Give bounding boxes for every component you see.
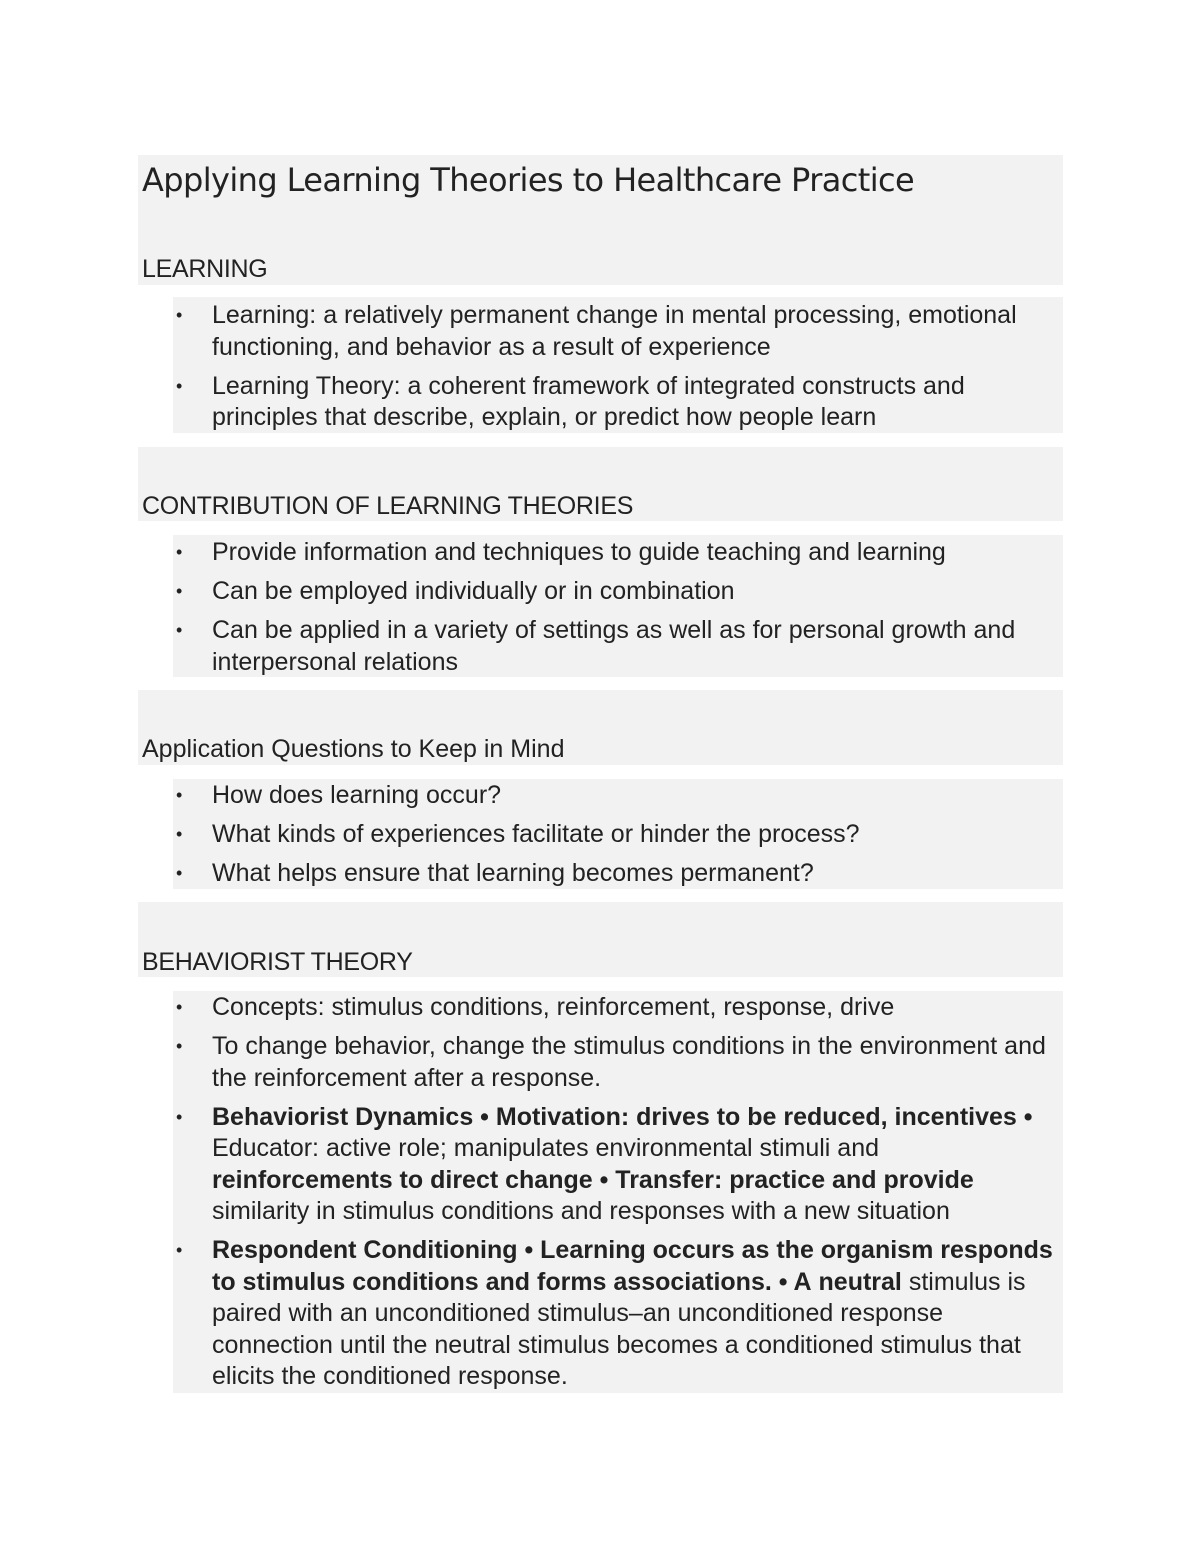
dynamics-text-bold-3: reinforcements to direct change • Transfer: practice and provide (212, 1165, 974, 1194)
list-item (0, 1031, 1200, 1094)
list-item (0, 537, 1200, 569)
list-item (0, 300, 1200, 363)
list-item (0, 780, 1200, 812)
list-item-text: Can be employed individually or in combination (212, 577, 735, 605)
respondent-text-3: stimulus is paired with an unconditioned stimulus–an unconditioned response connection until the neutral stimulus becomes a conditioned stimulus that elicits the conditioned response. (212, 1267, 1026, 1390)
behaviorist-list (0, 992, 1200, 1400)
bullet-icon: • (176, 620, 183, 640)
respondent-text-bold-2: neutral (818, 1267, 902, 1296)
section-heading-contribution: CONTRIBUTION OF LEARNING THEORIES (142, 492, 634, 520)
list-item-text: What kinds of experiences facilitate or hinder the process? (212, 820, 860, 848)
document-title: Applying Learning Theories to Healthcare Practice (142, 161, 915, 199)
contribution-list (0, 537, 1200, 686)
bullet-icon: • (176, 863, 183, 883)
section-heading-learning: LEARNING (142, 255, 268, 283)
bullet-icon: • (176, 305, 183, 325)
list-item-text: Learning Theory: a coherent framework of integrated constructs and principles that describe, explain, or predict how people learn (212, 371, 965, 431)
list-item (0, 858, 1200, 890)
bullet-icon: • (176, 542, 183, 562)
bullet-icon: • (176, 581, 183, 601)
section-heading-behaviorist: BEHAVIORIST THEORY (142, 948, 413, 976)
bullet-icon: • (176, 1240, 183, 1260)
section-heading-application: Application Questions to Keep in Mind (142, 735, 565, 763)
list-item-text: How does learning occur? (212, 781, 502, 809)
bullet-icon: • (176, 997, 183, 1017)
list-item-text: Learning: a relatively permanent change in mental processing, emotional functioning, and behavior as a result of experience (212, 301, 1017, 361)
bullet-icon: • (176, 1106, 183, 1127)
application-list (0, 780, 1200, 897)
bullet-icon: • (176, 785, 183, 805)
learning-list (0, 300, 1200, 441)
list-item-text: To change behavior, change the stimulus conditions in the environment and the reinforcement after a response. (212, 1032, 1046, 1092)
list-item-text: What helps ensure that learning becomes permanent? (212, 859, 814, 887)
list-item-text: Concepts: stimulus conditions, reinforcement, response, drive (212, 993, 895, 1021)
dynamics-text-bold-1: Behaviorist Dynamics • Motivation: drives to be reduced, incentives • (212, 1102, 1033, 1131)
list-item (0, 992, 1200, 1024)
list-item (0, 819, 1200, 851)
bullet-icon: • (176, 375, 183, 396)
list-item (0, 615, 1200, 678)
list-item-respondent (0, 1235, 1200, 1393)
list-item (0, 371, 1200, 434)
list-item-text: Can be applied in a variety of settings as well as for personal growth and interpersonal relations (212, 616, 1016, 676)
list-item-dynamics (0, 1102, 1200, 1228)
dynamics-text-4: similarity in stimulus conditions and responses with a new situation (212, 1197, 950, 1225)
dynamics-text-2: Educator: active role; manipulates environmental stimuli and (212, 1134, 880, 1162)
respondent-text-bold-1: Respondent Conditioning • Learning occurs as the organism responds to stimulus conditions and forms associations. • A (212, 1236, 1053, 1296)
bullet-icon: • (176, 1036, 183, 1056)
bullet-icon: • (176, 824, 183, 844)
list-item-text: Provide information and techniques to guide teaching and learning (212, 538, 946, 566)
list-item (0, 576, 1200, 608)
